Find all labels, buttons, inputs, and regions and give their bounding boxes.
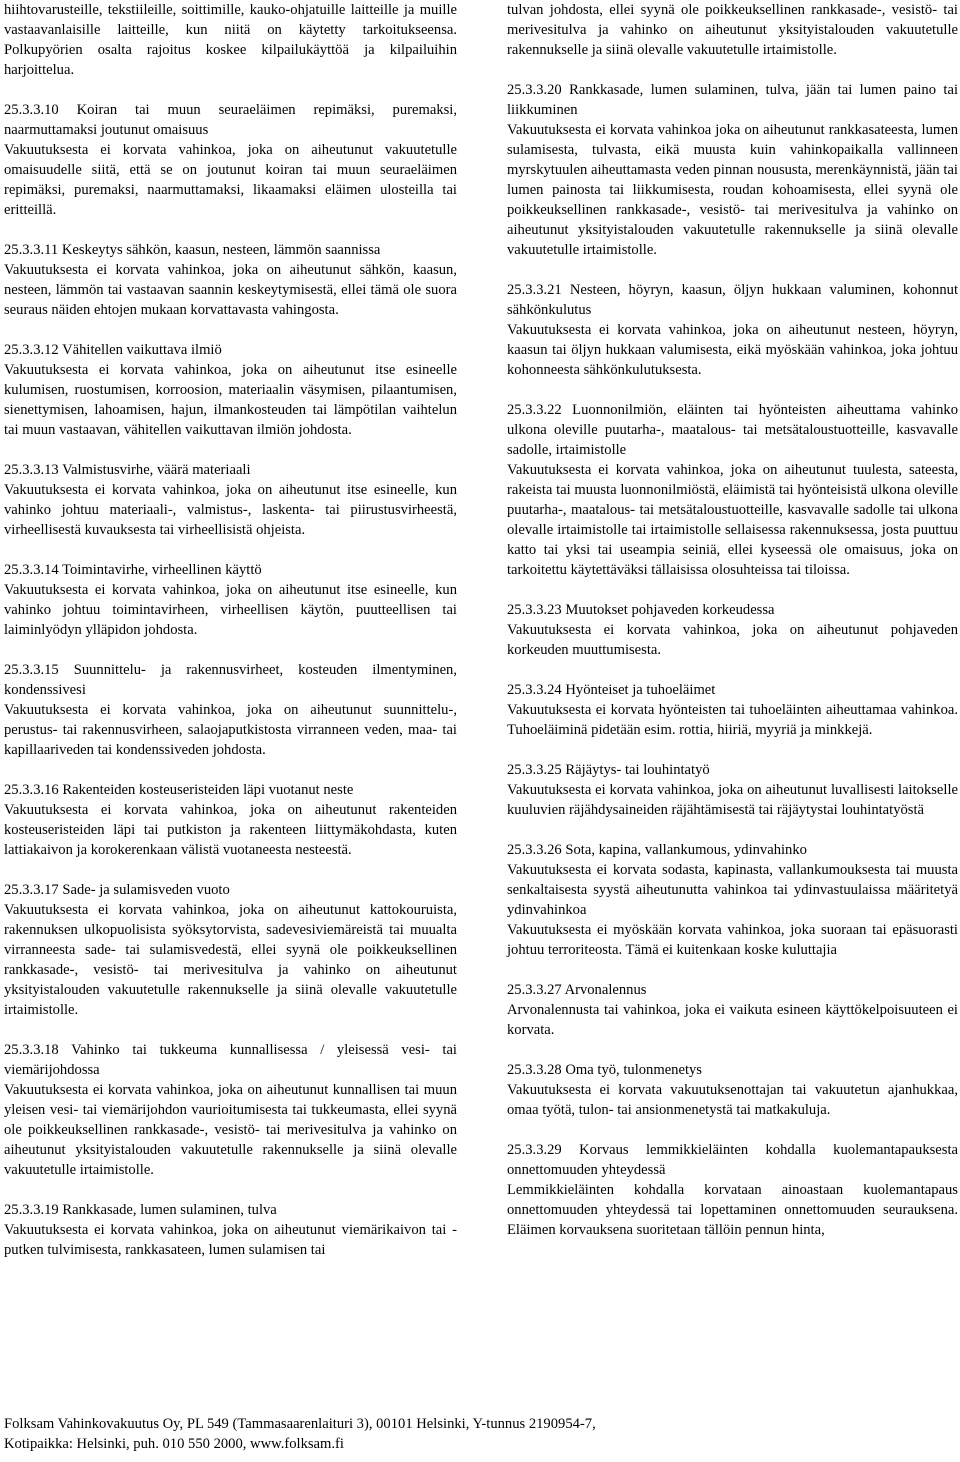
clause-heading: 25.3.3.28 Oma työ, tulonmenetys [507,1062,702,1078]
clause-body: Vakuutuksesta ei korvata vahinkoa, joka on aiheutunut kattokouruista, rakennuksen ulkopuolisista syöksytorvista, sadevesiviemäreistä tai muualta virranneesta sade- tai sulamisvedestä, ellei syynä ole poikkeuksellinen rankkasade-, vesistö- tai merivesitulva ja vahinko on aiheutunut yksityistalouden vakuutetulle rakennukselle ja siinä olevalle vakuutetulle irtaimistolle. [4,902,457,1018]
clause-body: Vakuutuksesta ei korvata vahinkoa, joka on aiheutunut luvallisesti laitokselle kuuluvien räjähdysaineiden räjähtämisestä tai räjäytystai louhintatyöstä [507,782,958,818]
clause-heading: 25.3.3.15 Suunnittelu- ja rakennusvirheet, kosteuden ilmentyminen, kondenssivesi [4,662,457,698]
clause-section [507,840,958,960]
left-lead-paragraph: hiihtovarusteille, tekstiileille, soittimille, kauko-ohjatuille laitteille ja muille vastaavanlaisille laitteille, kun niitä on käytetty tarkoitukseensa. Polkupyörien osalta rajoitus koskee kilpailukäyttöä ja kilpailuihin harjoittelua. [4,2,457,78]
clause-section [4,1200,457,1260]
clause-body: Vakuutuksesta ei korvata vahinkoa, joka on aiheutunut sähkön, kaasun, nesteen, lämmön tai vastaavan saannin keskeytymisestä, ellei tämä ole suora seuraus näiden ehtojen mukaan korvattavasta vahingosta. [4,262,457,318]
clause-section [507,600,958,660]
clause-body: Vakuutuksesta ei korvata vahinkoa, joka on aiheutunut viemärikaivon tai -putken tulvimisesta, rankkasateen, lumen sulamisen tai [4,1222,457,1258]
clause-section [507,280,958,380]
clause-heading: 25.3.3.25 Räjäytys- tai louhintatyö [507,762,710,778]
clause-heading: 25.3.3.12 Vähitellen vaikuttava ilmiö [4,342,222,358]
clause-body: Vakuutuksesta ei korvata hyönteisten tai tuhoeläinten aiheuttamaa vahinkoa. Tuhoeläiminä pidetään esim. rottia, hiiriä, myyriä ja minkkejä. [507,702,958,738]
clause-section [507,980,958,1040]
clause-section [507,400,958,580]
clause-body: Vakuutuksesta ei korvata vahinkoa, joka on aiheutunut tuulesta, sateesta, rakeista tai muusta luonnonilmiöstä, eläimistä tai hyönteisistä ulkona oleville puutarha-, maatalous- tai metsätaloustuotteille, kasvavalle sadolle tai ulkona olevalle irtaimistolle tai irtaimistolle sellaisessa rakennuksessa, josta puuttuu katto tai yksi tai useampia seiniä, ellei kyseessä ole omaisuus, joka on tarkoitettu käytettäväksi tällaisissa olosuhteissa tai tiloissa. [507,462,958,578]
clause-heading: 25.3.3.14 Toimintavirhe, virheellinen käyttö [4,562,262,578]
clause-heading: 25.3.3.21 Nesteen, höyryn, kaasun, öljyn hukkaan valuminen, kohonnut sähkönkulutus [507,282,958,318]
clause-section [4,660,457,760]
clause-body: Vakuutuksesta ei korvata sodasta, kapinasta, vallankumouksesta tai muusta senkaltaisesta syystä aiheutunutta vahinkoa tai ydinvastuulaissa määritetyä ydinvahinkoa Vakuutuksesta ei myöskään korvata vahinkoa, joka suoraan tai epäsuorasti johtuu terroriteosta. Tämä ei kuitenkaan koske kuluttajia [507,862,958,958]
clause-body: Vakuutuksesta ei korvata vahinkoa, joka on aiheutunut vakuutetulle omaisuudelle siitä, että se on joutunut koiran tai muun seuraeläimen repimäksi, puremaksi, naarmuttamaksi, likaamaksi eläimen ulosteilla tai eritteillä. [4,142,457,218]
clause-heading: 25.3.3.13 Valmistusvirhe, väärä materiaali [4,462,251,478]
clause-section [4,100,457,220]
clause-heading: 25.3.3.26 Sota, kapina, vallankumous, ydinvahinko [507,842,807,858]
clause-section [507,80,958,260]
clause-section [507,680,958,740]
clause-section [507,1060,958,1120]
clause-heading: 25.3.3.29 Korvaus lemmikkieläinten kohdalla kuolemantapauksesta onnettomuuden yhteydessä [507,1142,958,1178]
clause-body: Lemmikkieläinten kohdalla korvataan ainoastaan kuolemantapaus onnettomuuden yhteydessä tai lopettaminen onnettomuuden seurauksena. Eläimen korvauksena suoritetaan tällöin pennun hinta, [507,1182,958,1238]
clause-section [4,880,457,1020]
clause-body: Vakuutuksesta ei korvata vahinkoa, joka on aiheutunut rakenteiden kosteuseristeiden läpi tai putkiston ja rakenteen liittymäkohdasta, kuten lattiakaivon ja korokerenkaan välistä vuotaneesta nesteestä. [4,802,457,858]
clause-heading: 25.3.3.11 Keskeytys sähkön, kaasun, nesteen, lämmön saannissa [4,242,381,258]
clause-section [4,780,457,860]
clause-body: Vakuutuksesta ei korvata vahinkoa, joka on aiheutunut pohjaveden korkeuden muuttumisesta. [507,622,958,658]
clause-heading: 25.3.3.17 Sade- ja sulamisveden vuoto [4,882,230,898]
clause-body: Vakuutuksesta ei korvata vahinkoa joka on aiheutunut rankkasateesta, lumen sulamisesta, tulvasta, eikä muusta kuin vahinkopaikalla vallinneen myrskytuulen aiheuttamasta veden pinnan noususta, merenkäynnistä, jään tai lumen painosta tai liikkumisesta, roudan kohoamisesta, ellei syynä ole poikkeuksellinen rankkasade-, vesistö- tai merivesitulva ja vahinko on aiheutunut yksityistalouden vakuutetulle rakennukselle ja siinä olevalle vakuutetulle irtaimistolle. [507,122,958,258]
footer-line-1: Folksam Vahinkovakuutus Oy, PL 549 (Tammasaarenlaituri 3), 00101 Helsinki, Y-tunnus 2190954-7, [4,1416,596,1432]
footer-line-2: Kotipaikka: Helsinki, puh. 010 550 2000, www.folksam.fi [4,1436,344,1452]
right-sections [507,80,958,1240]
clause-heading: 25.3.3.10 Koiran tai muun seuraeläimen repimäksi, puremaksi, naarmuttamaksi joutunut omaisuus [4,102,457,138]
clause-heading: 25.3.3.24 Hyönteiset ja tuhoeläimet [507,682,716,698]
clause-section [4,460,457,540]
clause-heading: 25.3.3.23 Muutokset pohjaveden korkeudessa [507,602,775,618]
clause-body: Arvonalennusta tai vahinkoa, joka ei vaikuta esineen käyttökelpoisuuteen ei korvata. [507,1002,958,1038]
clause-heading: 25.3.3.22 Luonnonilmiön, eläinten tai hyönteisten aiheuttama vahinko ulkona oleville puutarha-, maatalous- tai metsätaloustuotteille, kasvavalle sadolle, irtaimistolle [507,402,958,458]
clause-body: Vakuutuksesta ei korvata vahinkoa, joka on aiheutunut kunnallisen tai muun yleisen vesi- tai viemärijohdon vaurioitumisesta tai tukkeumasta, ellei syynä ole poikkeuksellinen rankkasade-, vesistö- tai merivesitulva ja vahinko on aiheutunut yksityistalouden vakuutetulle rakennukselle ja siinä olevalle vakuutetulle irtaimistolle. [4,1082,457,1178]
page-footer [4,1414,954,1454]
right-lead-paragraph: tulvan johdosta, ellei syynä ole poikkeuksellinen rankkasade-, vesistö- tai merivesitulva ja vahinko on aiheutunut yksityistalouden vakuutetulle rakennukselle ja siinä olevalle vakuutetulle irtaimistolle. [507,2,958,58]
clause-heading: 25.3.3.16 Rakenteiden kosteuseristeiden läpi vuotanut neste [4,782,354,798]
clause-section [4,560,457,640]
clause-heading: 25.3.3.19 Rankkasade, lumen sulaminen, tulva [4,1202,277,1218]
clause-section [4,240,457,320]
left-sections [4,100,457,1260]
clause-section [4,340,457,440]
clause-body: Vakuutuksesta ei korvata vahinkoa, joka on aiheutunut itse esineelle, kun vahinko johtuu materiaali-, valmistus-, laskenta- tai piirustusvirheestä, virheellisestä kuvauksesta tai virheellisistä ohjeista. [4,482,457,538]
clause-heading: 25.3.3.18 Vahinko tai tukkeuma kunnallisessa / yleisessä vesi- tai viemärijohdossa [4,1042,457,1078]
clause-section [507,1140,958,1240]
clause-body: Vakuutuksesta ei korvata vahinkoa, joka on aiheutunut itse esineelle kulumisen, ruostumisen, korroosion, materiaalin väsymisen, pilaantumisen, sienettymisen, lahoamisen, hajun, ilmankosteuden tai lämpötilan vaihtelun tai muun vastaavan, vähitellen vaikuttavan ilmiön johdosta. [4,362,457,438]
clause-body: Vakuutuksesta ei korvata vahinkoa, joka on aiheutunut itse esineelle, kun vahinko johtuu toimintavirheen, virheellisen käytön, puutteellisen tai laiminlyödyn ylläpidon johdosta. [4,582,457,638]
clause-body: Vakuutuksesta ei korvata vahinkoa, joka on aiheutunut suunnittelu-, perustus- tai rakennusvirheen, salaojaputkistosta virranneen veden, maa- tai kapillaariveden tai kondenssiveden johdosta. [4,702,457,758]
clause-section [507,760,958,820]
right-column [507,0,958,1260]
clause-section [4,1040,457,1180]
clause-heading: 25.3.3.27 Arvonalennus [507,982,647,998]
clause-heading: 25.3.3.20 Rankkasade, lumen sulaminen, tulva, jään tai lumen paino tai liikkuminen [507,82,958,118]
clause-body: Vakuutuksesta ei korvata vakuutuksenottajan tai vakuutetun ajanhukkaa, omaa työtä, tulon- tai ansionmenetystä tai matkakuluja. [507,1082,958,1118]
left-column [4,0,457,1280]
clause-body: Vakuutuksesta ei korvata vahinkoa, joka on aiheutunut nesteen, höyryn, kaasun tai öljyn hukkaan valumisesta, eikä myöskään vahinkoa, joka johtuu kohonneesta sähkönkulutuksesta. [507,322,958,378]
